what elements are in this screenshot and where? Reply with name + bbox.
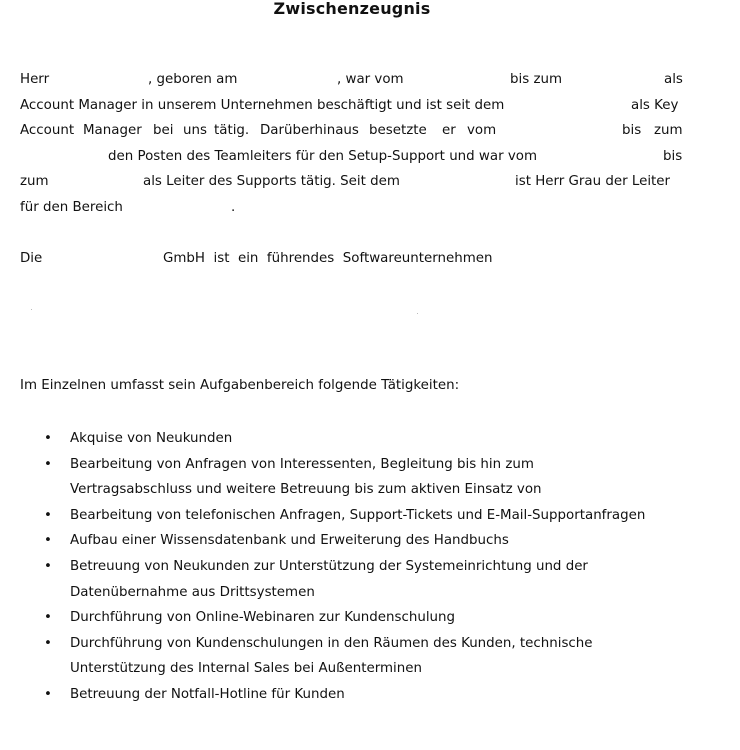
task-text: Aufbau einer Wissensdatenbank und Erweiterung des Handbuchs <box>70 533 509 549</box>
intro-text: bis zum <box>510 72 563 87</box>
list-item <box>20 605 710 631</box>
task-text: Durchführung von Kundenschulungen in den Räumen des Kunden, technische <box>70 635 593 651</box>
bullet-icon: • <box>44 610 52 626</box>
intro-text: Account Manager in unserem Unternehmen beschäftigt und ist seit dem <box>20 97 505 113</box>
intro-text: als Leiter des Supports tätig. Seit dem <box>143 174 400 190</box>
task-text: Unterstützung des Internal Sales bei Außenterminen <box>70 661 422 677</box>
bullet-icon: • <box>44 686 52 702</box>
intro-text: bis <box>663 148 683 164</box>
intro-line-5 <box>20 169 684 195</box>
intro-text: Account <box>20 123 75 139</box>
task-text: Bearbeitung von Anfragen von Interessenten, Begleitung bis hin zum <box>70 456 534 472</box>
task-text: Betreuung der Notfall-Hotline für Kunden <box>70 686 345 702</box>
company-suffix: GmbH ist ein führendes Softwareunternehmen <box>163 251 493 266</box>
company-paragraph <box>20 246 684 272</box>
task-text: Bearbeitung von telefonischen Anfragen, Support-Tickets und E-Mail-Supportanfragen <box>70 507 646 523</box>
tasks-intro: Im Einzelnen umfasst sein Aufgabenbereich folgende Tätigkeiten: <box>20 378 460 393</box>
intro-text: tätig. <box>214 123 250 139</box>
company-prefix: Die <box>20 251 43 266</box>
list-item <box>20 682 710 708</box>
intro-text: . <box>231 199 236 215</box>
bullet-icon: • <box>44 635 52 651</box>
list-item <box>20 554 710 605</box>
intro-text: bei <box>153 123 174 139</box>
task-text: Akquise von Neukunden <box>70 431 233 446</box>
bullet-icon: • <box>44 431 52 446</box>
list-item <box>20 631 710 682</box>
list-item <box>20 426 710 452</box>
tasks-intro-paragraph <box>20 373 684 399</box>
task-list <box>20 426 710 708</box>
intro-text: Manager <box>83 123 142 139</box>
list-item <box>20 503 710 529</box>
intro-text: zum <box>654 123 683 139</box>
intro-line-2 <box>20 93 684 119</box>
intro-text: uns <box>183 123 207 139</box>
intro-line-6 <box>20 195 684 221</box>
intro-text: ist Herr Grau der Leiter <box>515 174 671 190</box>
company-line <box>20 246 684 272</box>
task-text: Betreuung von Neukunden zur Unterstützung der Systemeinrichtung und der <box>70 558 588 574</box>
intro-text: den Posten des Teamleiters für den Setup-Support und war vom <box>108 148 538 164</box>
intro-text: besetzte <box>369 123 427 139</box>
document-title: Zwischenzeugnis <box>273 0 431 18</box>
task-text: Durchführung von Online-Webinaren zur Kundenschulung <box>70 610 456 626</box>
bullet-icon: • <box>44 533 52 549</box>
intro-text: er <box>442 123 456 139</box>
intro-text: , war vom <box>337 72 404 87</box>
task-text: Datenübernahme aus Drittsystemen <box>70 584 315 600</box>
list-item <box>20 452 710 503</box>
intro-text: zum <box>20 174 49 190</box>
intro-text: vom <box>467 123 497 139</box>
intro-text: , geboren am <box>148 72 238 87</box>
intro-text: Herr <box>20 72 50 87</box>
task-text: Vertragsabschluss und weitere Betreuung bis zum aktiven Einsatz von <box>70 482 542 498</box>
intro-text: für den Bereich <box>20 199 123 215</box>
intro-line-3 <box>20 118 684 144</box>
intro-line-4 <box>20 144 684 170</box>
bullet-icon: • <box>44 456 52 472</box>
bullet-icon: • <box>44 558 52 574</box>
intro-paragraph <box>20 67 684 221</box>
intro-text: bis <box>622 123 642 139</box>
intro-line-1 <box>20 67 684 93</box>
intro-text: als <box>664 72 683 87</box>
list-item <box>20 528 710 554</box>
redaction-speck <box>417 313 418 314</box>
bullet-icon: • <box>44 507 52 523</box>
intro-text: Darüberhinaus <box>260 123 359 139</box>
intro-text: als Key <box>631 97 679 113</box>
redaction-speck <box>31 309 32 310</box>
